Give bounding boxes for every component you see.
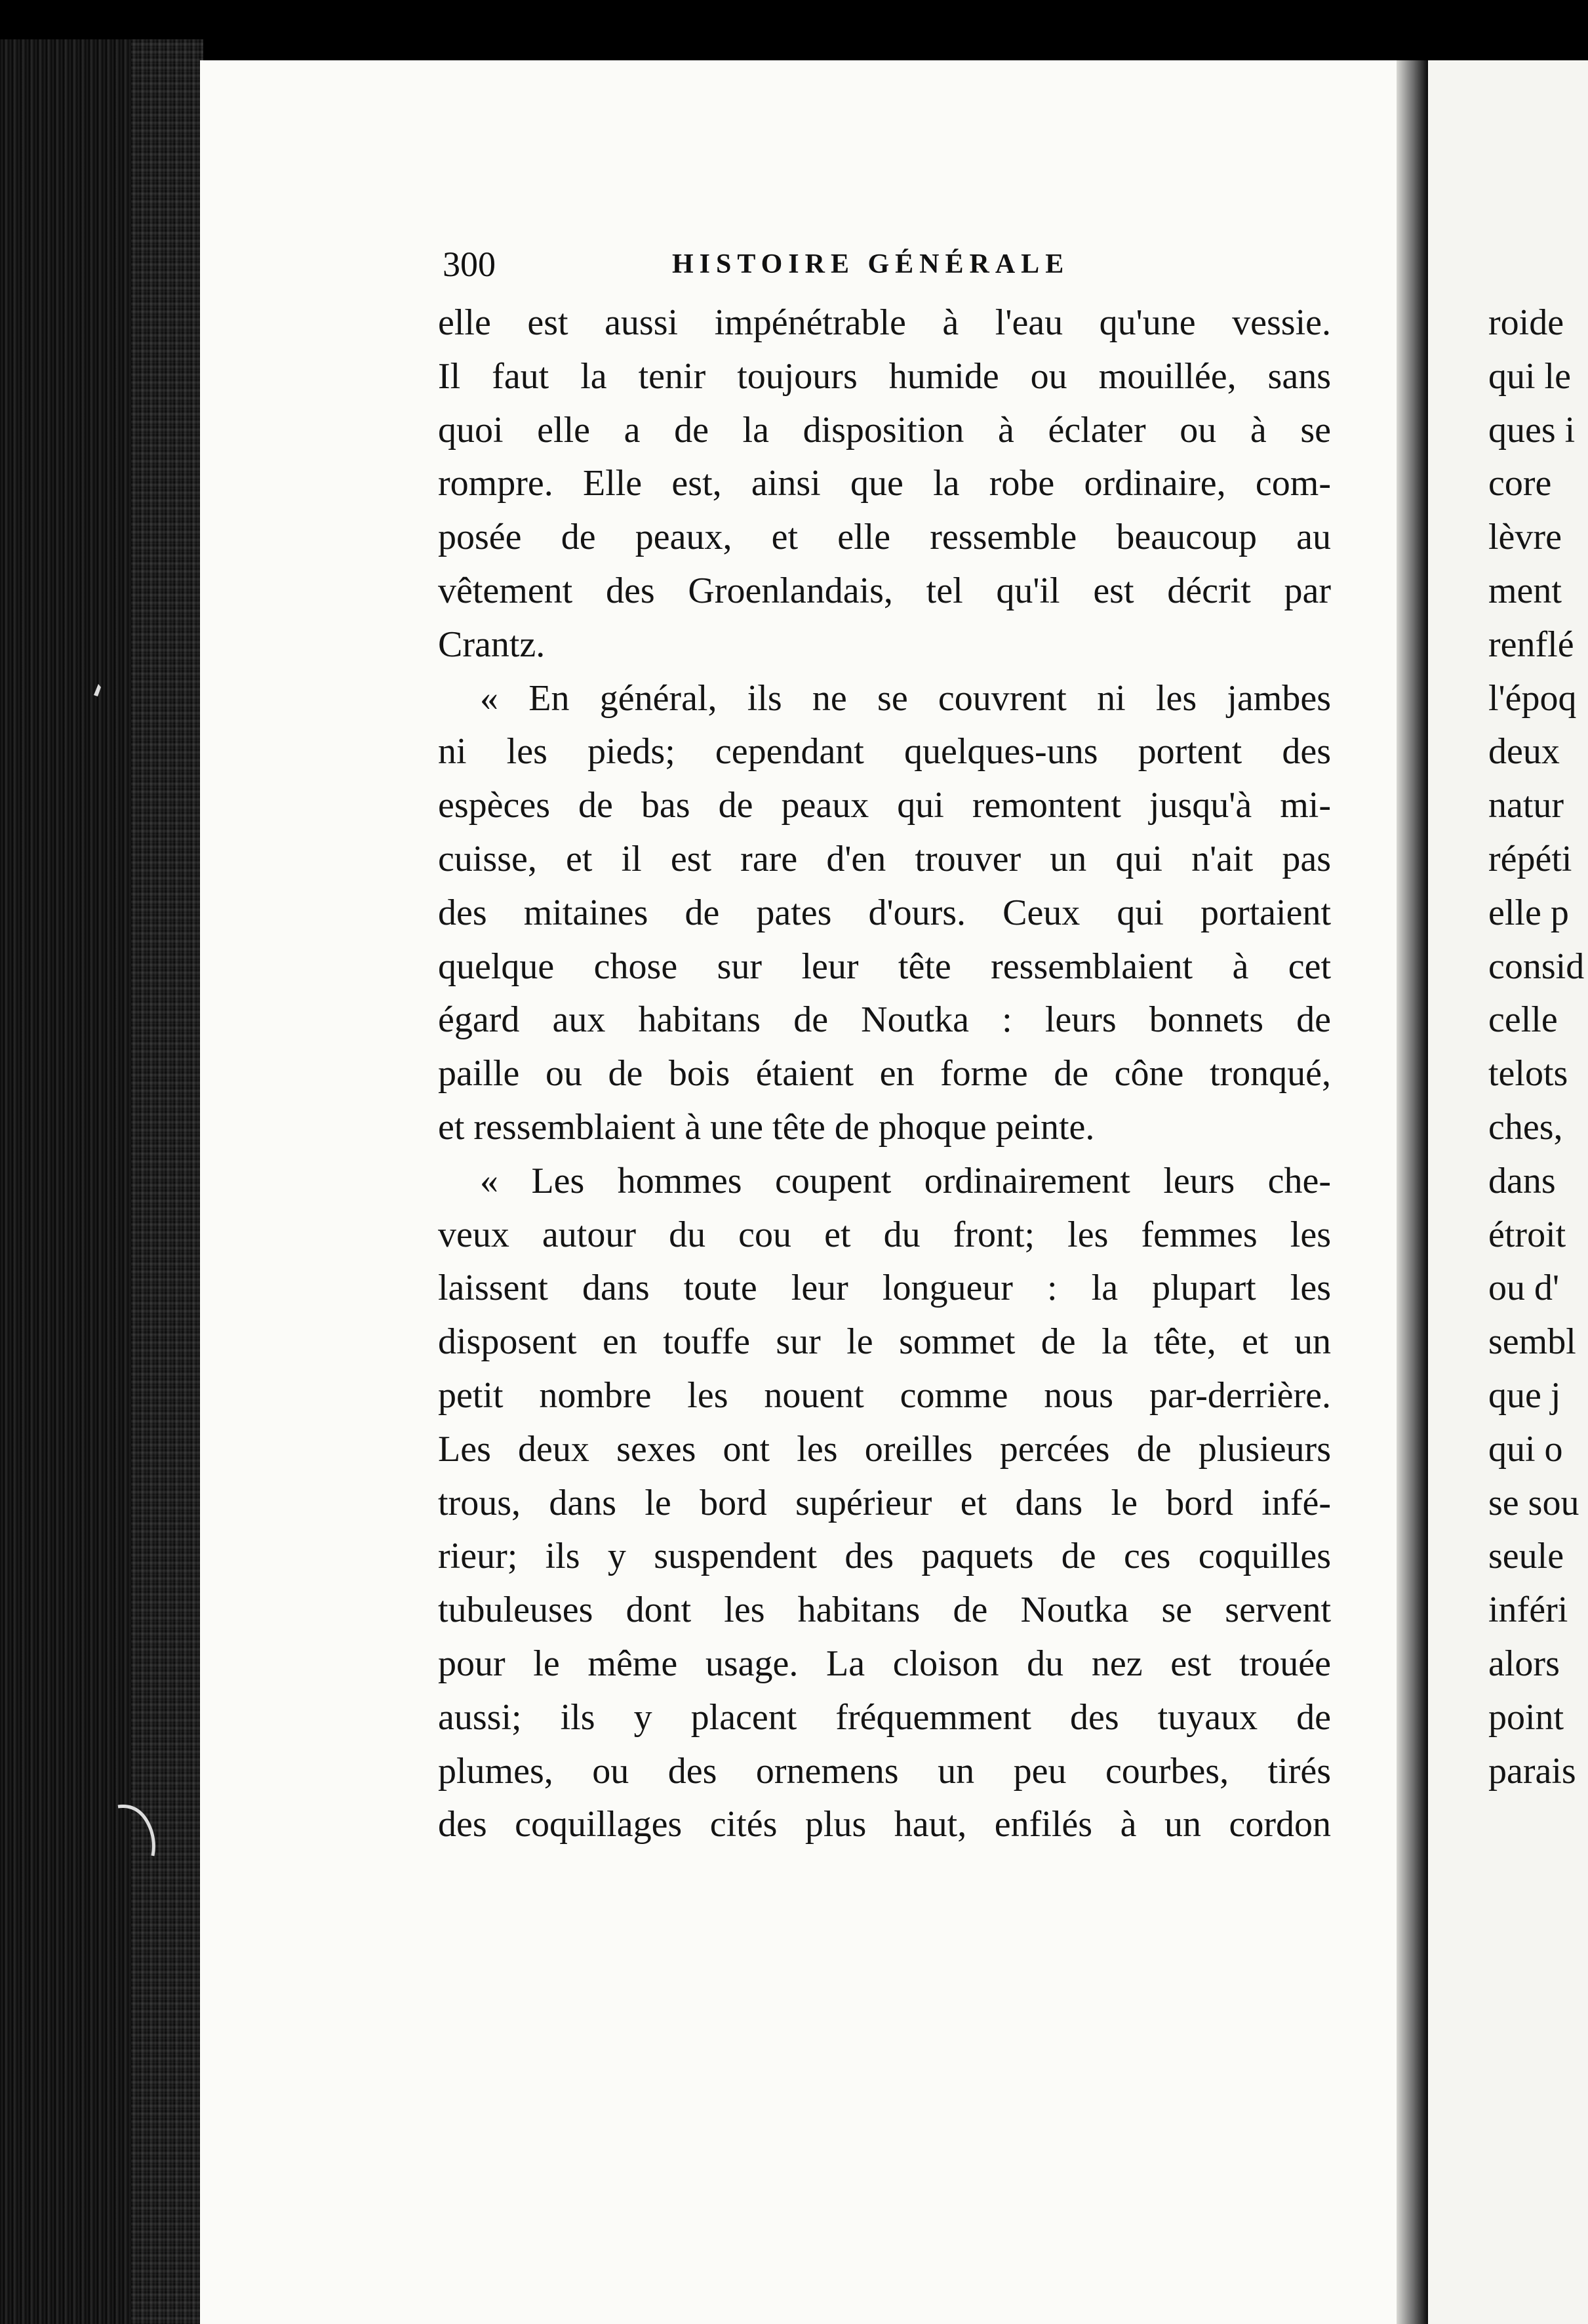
text-line: quelque chose sur leur tête ressemblaient à cet (438, 946, 1331, 987)
text-line: cuisse, et il est rare d'en trouver un qui n'ait pas (438, 838, 1331, 879)
text-line: elle est aussi impénétrable à l'eau qu'une vessie. (438, 302, 1331, 343)
fragment-line: deux (1488, 731, 1560, 772)
fragment-line: renflé (1488, 624, 1574, 665)
text-line: posée de peaux, et elle ressemble beaucoup au (438, 517, 1331, 558)
fragment-line: seule (1488, 1536, 1564, 1577)
fragment-line: ques i (1488, 409, 1576, 451)
text-line: paille ou de bois étaient en forme de cône tronqué, (438, 1053, 1331, 1094)
text-line: veux autour du cou et du front; les femmes les (438, 1214, 1331, 1255)
text-line: trous, dans le bord supérieur et dans le bord infé- (438, 1482, 1331, 1523)
fragment-line: qui o (1488, 1428, 1563, 1470)
fragment-line: étroit (1488, 1214, 1566, 1255)
fragment-line: celle (1488, 999, 1558, 1041)
fragment-line: dans (1488, 1160, 1556, 1201)
fragment-line: ches, (1488, 1106, 1563, 1148)
running-head (443, 241, 1331, 287)
fragment-line: parais (1488, 1750, 1576, 1792)
fragment-line: core (1488, 463, 1552, 504)
fragment-line: elle p (1488, 892, 1569, 933)
text-line: aussi; ils y placent fréquemment des tuyaux de (438, 1696, 1331, 1738)
text-line: et ressemblaient à une tête de phoque peinte. (438, 1106, 1095, 1148)
fragment-line: ment (1488, 570, 1562, 611)
fragment-line: répéti (1488, 838, 1572, 879)
text-line: pour le même usage. La cloison du nez est trouée (438, 1643, 1331, 1684)
margin-curl-mark (115, 1800, 161, 1859)
text-line: des mitaines de pates d'ours. Ceux qui portaient (438, 892, 1331, 933)
text-line: tubuleuses dont les habitans de Noutka se servent (438, 1590, 1331, 1631)
text-line: quoi elle a de la disposition à éclater ou à se (438, 409, 1331, 451)
text-line: égard aux habitans de Noutka : leurs bonnets de (438, 999, 1331, 1041)
running-head-title: HISTOIRE GÉNÉRALE (672, 249, 1070, 279)
fragment-line: consid (1488, 946, 1585, 987)
fragment-line: roide (1488, 302, 1564, 343)
text-line: rompre. Elle est, ainsi que la robe ordinaire, com- (438, 463, 1331, 504)
page-gutter-shadow (1397, 60, 1428, 2324)
paragraph-start-line: « Les hommes coupent ordinairement leurs che- (480, 1160, 1331, 1201)
text-line: Les deux sexes ont les oreilles percées de plusieurs (438, 1428, 1331, 1470)
page-number: 300 (443, 245, 496, 284)
fragment-line: sembl (1488, 1321, 1576, 1363)
fragment-line: que j (1488, 1374, 1561, 1416)
body-text (438, 296, 1331, 1852)
fragment-line: l'époq (1488, 677, 1577, 719)
fragment-line: point (1488, 1696, 1564, 1738)
text-line: petit nombre les nouent comme nous par-derrière. (438, 1374, 1331, 1416)
fragment-line: lèvre (1488, 517, 1562, 558)
text-line: plumes, ou des ornemens un peu courbes, tirés (438, 1750, 1331, 1792)
fragment-line: alors (1488, 1643, 1560, 1684)
book-binding-edge (0, 39, 203, 2324)
fragment-line: telots (1488, 1053, 1568, 1094)
right-page-text-fragments (1488, 296, 1588, 1798)
text-line: Crantz. (438, 624, 546, 665)
margin-speck-mark (92, 682, 105, 698)
text-line: rieur; ils y suspendent des paquets de ces coquilles (438, 1536, 1331, 1577)
fragment-line: se sou (1488, 1482, 1579, 1523)
text-line: espèces de bas de peaux qui remontent jusqu'à mi- (438, 785, 1331, 826)
fragment-line: natur (1488, 785, 1564, 826)
text-line: vêtement des Groenlandais, tel qu'il est décrit par (438, 570, 1331, 611)
text-line: ni les pieds; cependant quelques-uns portent des (438, 731, 1331, 772)
text-line: des coquillages cités plus haut, enfilés à un cordon (438, 1804, 1331, 1845)
text-line: disposent en touffe sur le sommet de la tête, et un (438, 1321, 1331, 1363)
fragment-line: qui le (1488, 355, 1571, 397)
text-line: laissent dans toute leur longueur : la plupart les (438, 1268, 1331, 1309)
paragraph-start-line: « En général, ils ne se couvrent ni les jambes (480, 677, 1331, 719)
text-line: Il faut la tenir toujours humide ou mouillée, sans (438, 355, 1331, 397)
fragment-line: inféri (1488, 1590, 1568, 1631)
fragment-line: ou d' (1488, 1268, 1560, 1309)
